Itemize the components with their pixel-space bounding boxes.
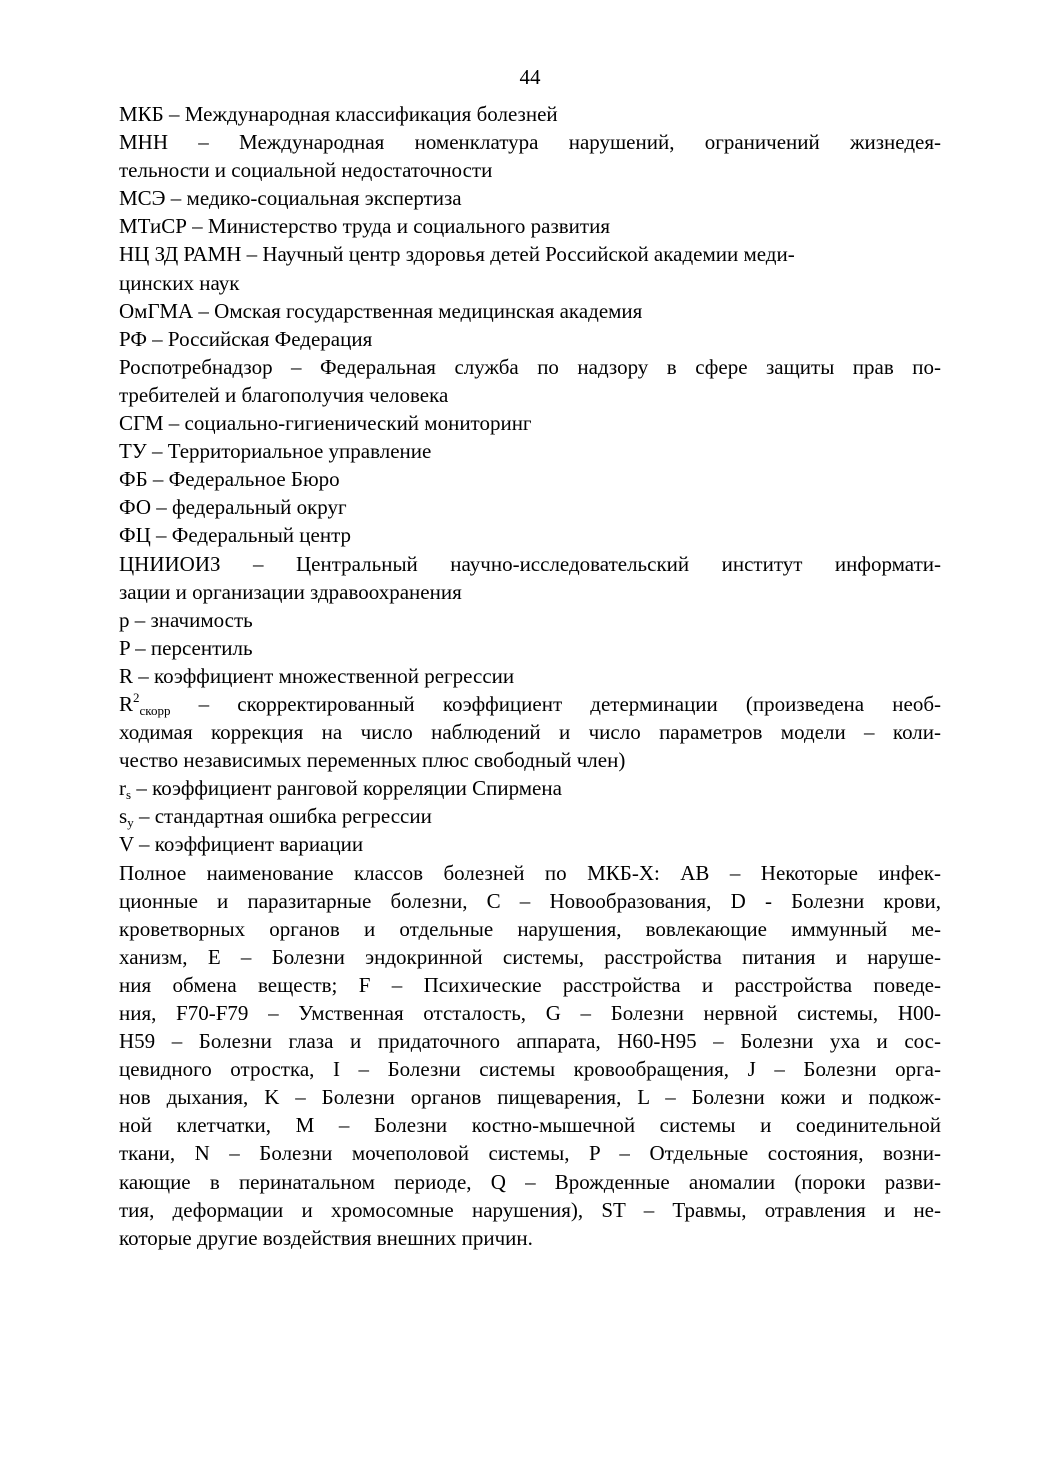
entry-fc: ФЦ – Федеральный центр [119, 523, 352, 548]
paragraph-line: ционные и паразитарные болезни, С – Новообразования, D - Болезни крови, [119, 888, 941, 913]
r2-symbol: R [119, 691, 134, 716]
entry-p-percentile: P – персентиль [119, 635, 253, 660]
entry-omgma: ОмГМА – Омская государственная медицинская академия [119, 298, 643, 323]
r2-subscript: скорр [139, 702, 171, 718]
paragraph-line: H59 – Болезни глаза и придаточного аппарата, H60-H95 – Болезни уха и сос- [119, 1029, 941, 1054]
entry-nczd-line-1: НЦ ЗД РАМН – Научный центр здоровья детей Российской академии меди- [119, 242, 795, 267]
r2-text: – скорректированный коэффициент детерминации (произведена необ- [170, 691, 941, 716]
entry-rs [119, 774, 941, 802]
paragraph-line: цевидного отростка, I – Болезни системы кровообращения, J – Болезни орга- [119, 1057, 941, 1082]
entry-fo: ФО – федеральный округ [119, 495, 347, 520]
abbreviations-list [119, 100, 941, 1252]
paragraph-line: ния обмена веществ; F – Психические расстройства и расстройства поведе- [119, 972, 941, 997]
paragraph-line: кроветворных органов и отдельные нарушения, вовлекающие иммунный ме- [119, 916, 941, 941]
paragraph-line: ткани, N – Болезни мочеполовой системы, P – Отдельные состояния, возни- [119, 1141, 941, 1166]
entry-fb: ФБ – Федеральное Бюро [119, 467, 340, 492]
entry-rospotrebnadzor-line-1: Роспотребнадзор – Федеральная служба по надзору в сфере защиты прав по- [119, 354, 941, 379]
paragraph-line: которые другие воздействия внешних причин. [119, 1225, 533, 1250]
entry-rospotrebnadzor-line-2: требителей и благополучия человека [119, 382, 449, 407]
entry-nczd-line-2: цинских наук [119, 270, 240, 295]
entry-r-multiple: R – коэффициент множественной регрессии [119, 663, 515, 688]
rs-subscript: s [126, 787, 132, 803]
paragraph-line: ной клетчатки, M – Болезни костно-мышечной системы и соединительной [119, 1113, 941, 1138]
r2-superscript: 2 [133, 689, 140, 705]
entry-v: V – коэффициент вариации [119, 832, 364, 857]
entry-r2-line-2: ходимая коррекция на число наблюдений и число параметров модели – коли- [119, 720, 941, 745]
entry-mtisr: МТиСР – Министерство труда и социального развития [119, 214, 610, 239]
entry-tu: ТУ – Территориальное управление [119, 439, 432, 464]
paragraph-line: тия, деформации и хромосомные нарушения), ST – Травмы, отравления и не- [119, 1197, 941, 1222]
rs-symbol: r [119, 776, 126, 801]
paragraph-line: ния, F70-F79 – Умственная отсталость, G – Болезни нервной системы, H00- [119, 1001, 941, 1025]
paragraph-line: кающие в перинатальном периоде, Q – Врожденные аномалии (пороки разви- [119, 1169, 941, 1194]
sy-subscript: y [127, 815, 134, 831]
entry-mnn-line-2: тельности и социальной недостаточности [119, 158, 493, 183]
paragraph-line: ханизм, Е – Болезни эндокринной системы, расстройства питания и наруше- [119, 944, 941, 969]
entry-mkb: МКБ – Международная классификация болезней [119, 102, 558, 126]
entry-rf: РФ – Российская Федерация [119, 326, 373, 351]
entry-cniioiz-line-1: ЦНИИОИЗ – Центральный научно-исследовательский институт информати- [119, 551, 941, 576]
paragraph-line: нов дыхания, K – Болезни органов пищеварения, L – Болезни кожи и подкож- [119, 1085, 941, 1110]
disease-classes-paragraph [119, 859, 941, 1252]
entry-sgm: СГМ – социально-гигиенический мониторинг [119, 411, 532, 436]
sy-text: – стандартная ошибка регрессии [133, 804, 432, 829]
paragraph-line: Полное наименование классов болезней по МКБ-Х: АВ – Некоторые инфек- [119, 860, 941, 885]
sy-symbol: s [119, 804, 128, 829]
entry-p-significance: p – значимость [119, 607, 253, 632]
entry-mse: МСЭ – медико-социальная экспертиза [119, 186, 462, 211]
entry-r2-line-3: чество независимых переменных плюс свободный член) [119, 748, 626, 773]
entry-sy [119, 802, 941, 830]
entry-cniioiz-line-2: зации и организации здравоохранения [119, 579, 462, 604]
entry-mnn-line-1: МНН – Международная номенклатура нарушений, ограничений жизнедея- [119, 130, 941, 155]
rs-text: – коэффициент ранговой корреляции Спирмена [131, 776, 562, 801]
page-number: 44 [519, 65, 541, 89]
entry-r2-line-1 [119, 690, 941, 718]
